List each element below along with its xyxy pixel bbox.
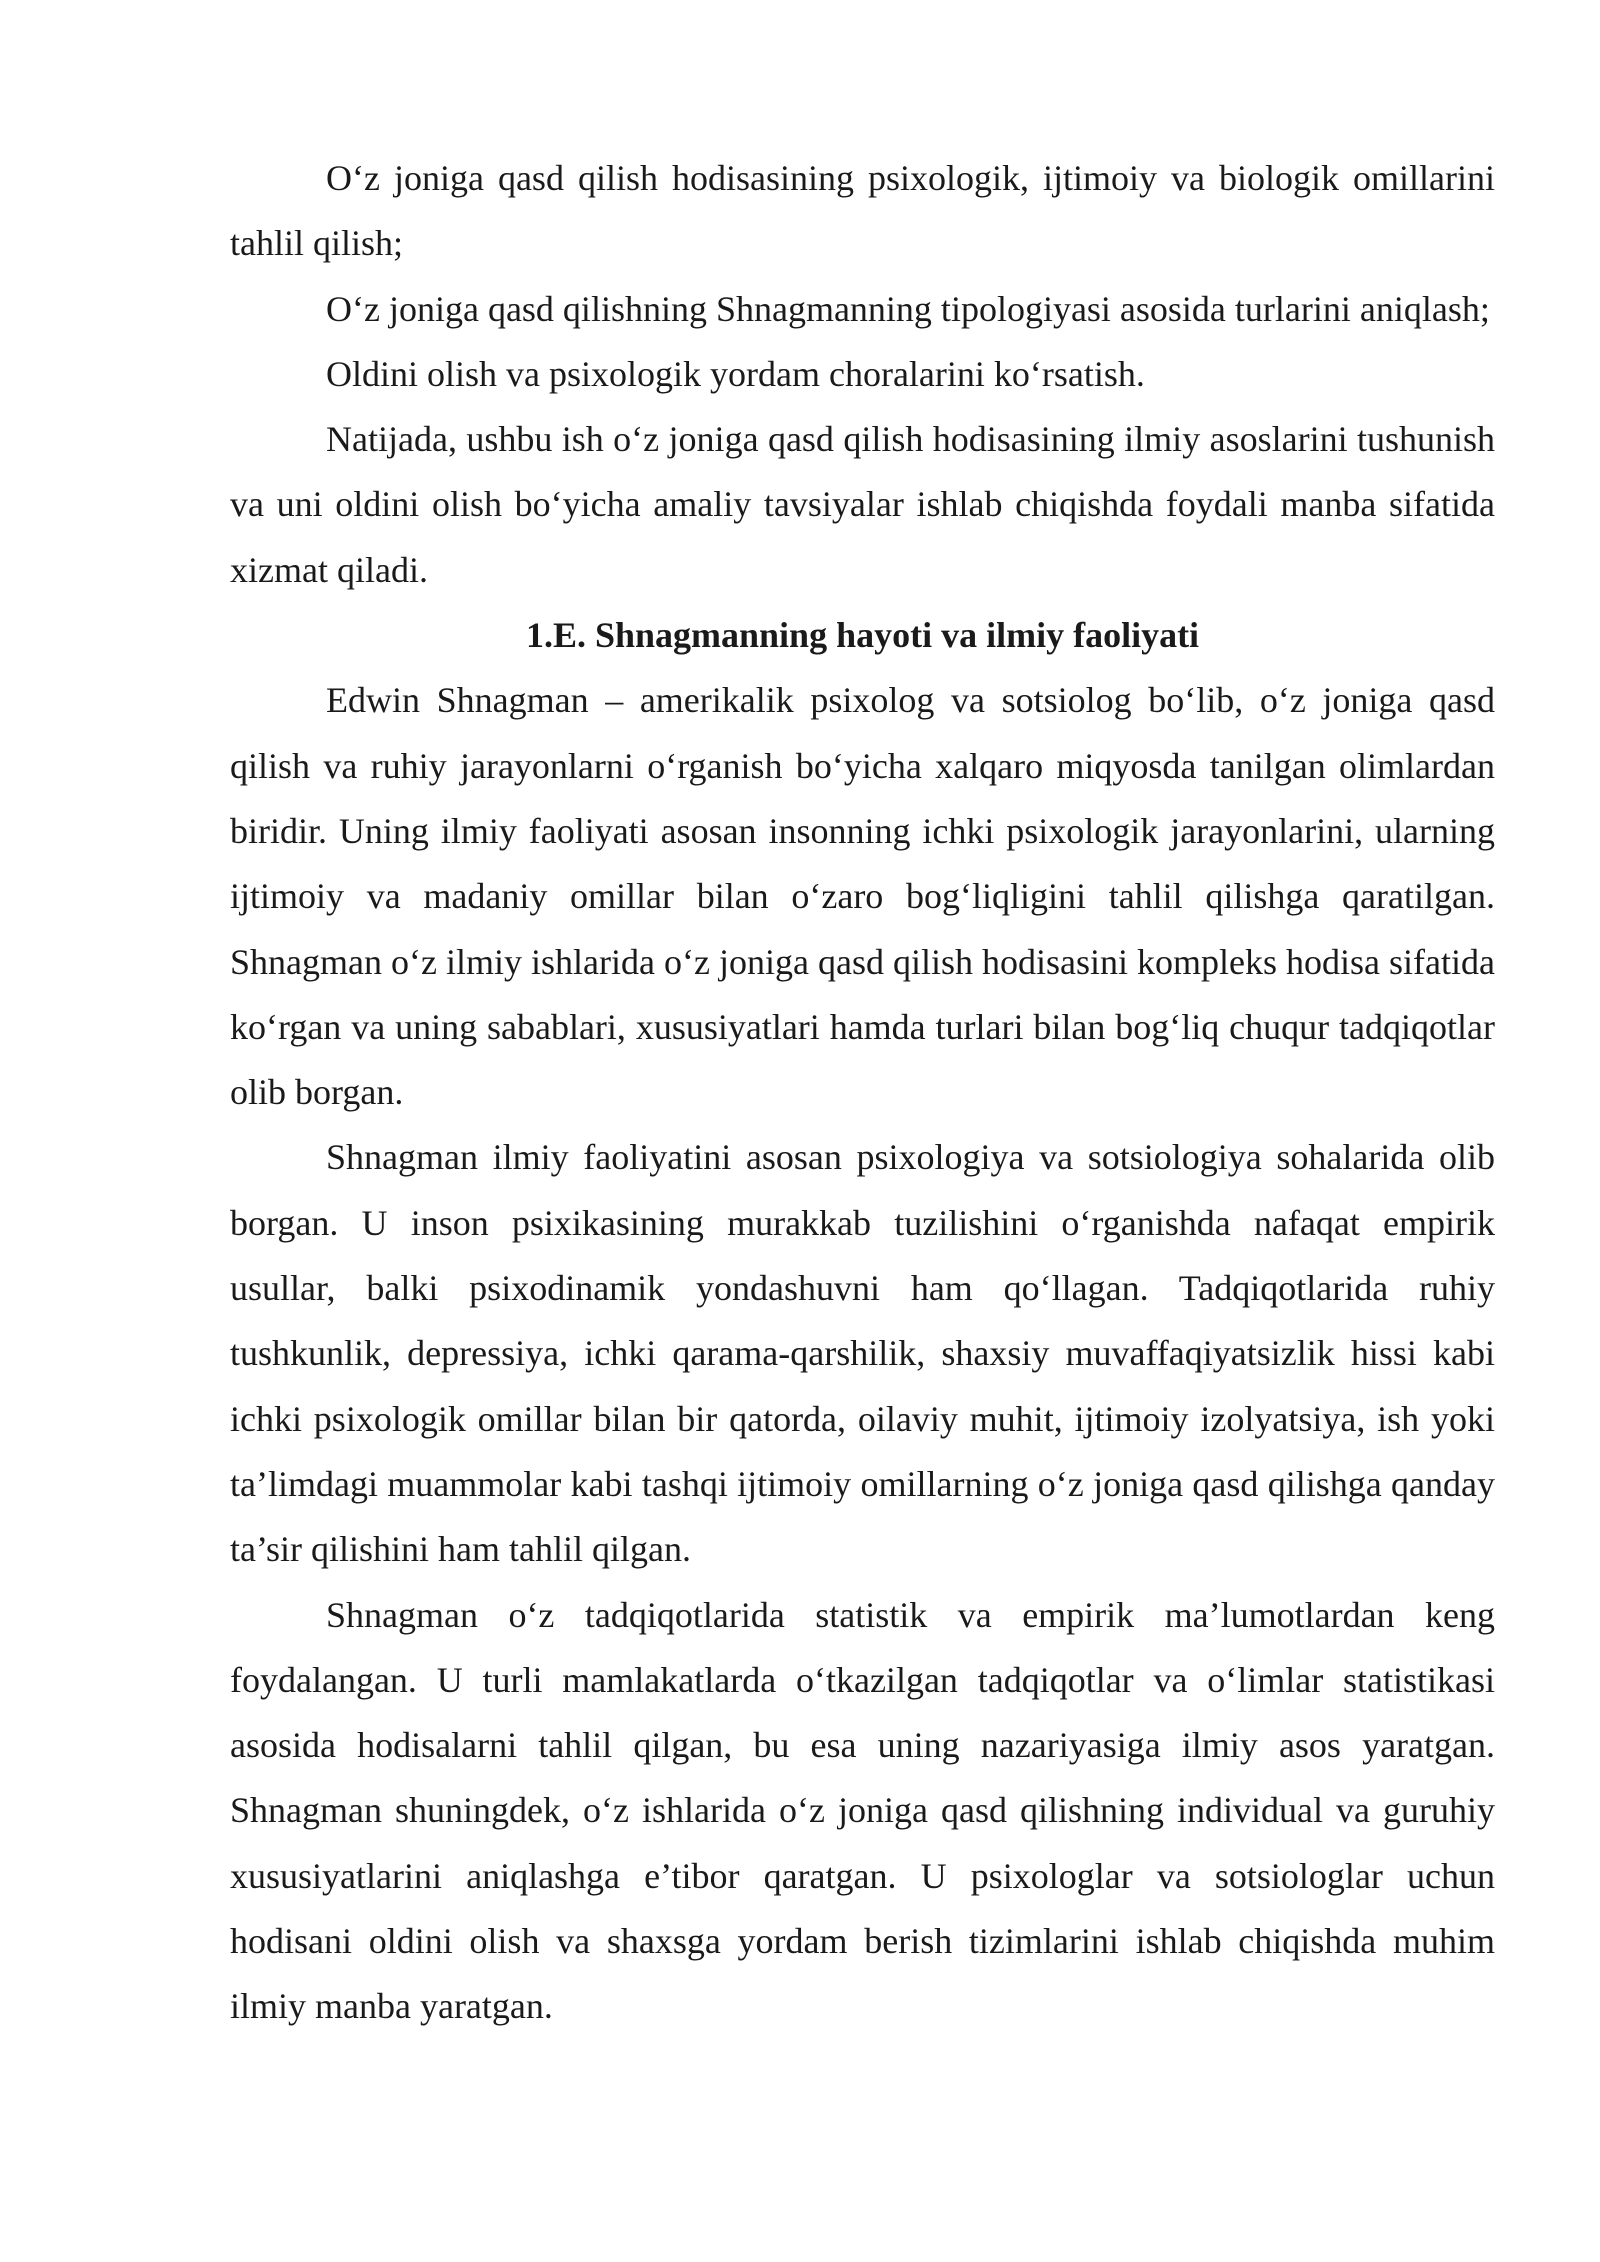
section-heading: 1.E. Shnagmanning hayoti va ilmiy faoliyati — [525, 615, 1200, 656]
body-paragraph: Shnagman ilmiy faoliyatini asosan psixologiya va sotsiologiya sohalarida olib borgan. U inson psixikasining murakkab tuzilishini o‘rganishda nafaqat empirik usullar, balki psixodinamik yondashuvni ham qo‘llagan. Tadqiqotlarida ruhiy tushkunlik, depressiya, ichki qarama-qarshilik, shaxsiy muvaffaqiyatsizlik hissi kabi ichki psixologik omillar bilan bir qatorda, oilaviy muhit, ijtimoiy izolyatsiya, ish yoki ta’limdagi muammolar kabi tashqi ijtimoiy omillarning o‘z joniga qasd qilishga qanday ta’sir qilishini ham tahlil qilgan. — [230, 1137, 1495, 1570]
body-paragraph: Oldini olish va psixologik yordam choralarini ko‘rsatish. — [326, 353, 1145, 394]
body-paragraph: O‘z joniga qasd qilishning Shnagmanning tipologiyasi asosida turlarini aniqlash; — [326, 288, 1490, 329]
document-body — [230, 146, 1495, 2040]
body-paragraph: Edwin Shnagman – amerikalik psixolog va sotsiolog bo‘lib, o‘z joniga qasd qilish va ruhiy jarayonlarni o‘rganish bo‘yicha xalqaro miqyosda tanilgan olimlardan biridir. Uning ilmiy faoliyati asosan insonning ichki psixologik jarayonlarini, ularning ijtimoiy va madaniy omillar bilan o‘zaro bog‘liqligini tahlil qilishga qaratilgan. Shnagman o‘z ilmiy ishlarida o‘z joniga qasd qilish hodisasini kompleks hodisa sifatida ko‘rgan va uning sabablari, xususiyatlari hamda turlari bilan bog‘liq chuqur tadqiqotlar olib borgan. — [230, 680, 1495, 1113]
body-paragraph: Shnagman o‘z tadqiqotlarida statistik va empirik ma’lumotlardan keng foydalangan. U turli mamlakatlarda o‘tkazilgan tadqiqotlar va o‘limlar statistikasi asosida hodisalarni tahlil qilgan, bu esa uning nazariyasiga ilmiy asos yaratgan. Shnagman shuningdek, o‘z ishlarida o‘z joniga qasd qilishning individual va guruhiy xususiyatlarini aniqlashga e’tibor qaratgan. U psixologlar va sotsiologlar uchun hodisani oldini olish va shaxsga yordam berish tizimlarini ishlab chiqishda muhim ilmiy manba yaratgan. — [230, 1594, 1495, 2027]
body-paragraph: O‘z joniga qasd qilish hodisasining psixologik, ijtimoiy va biologik omillarini tahlil qilish; — [230, 158, 1495, 264]
body-paragraph: Natijada, ushbu ish o‘z joniga qasd qilish hodisasining ilmiy asoslarini tushunish va uni oldini olish bo‘yicha amaliy tavsiyalar ishlab chiqishda foydali manba sifatida xizmat qiladi. — [230, 419, 1495, 590]
